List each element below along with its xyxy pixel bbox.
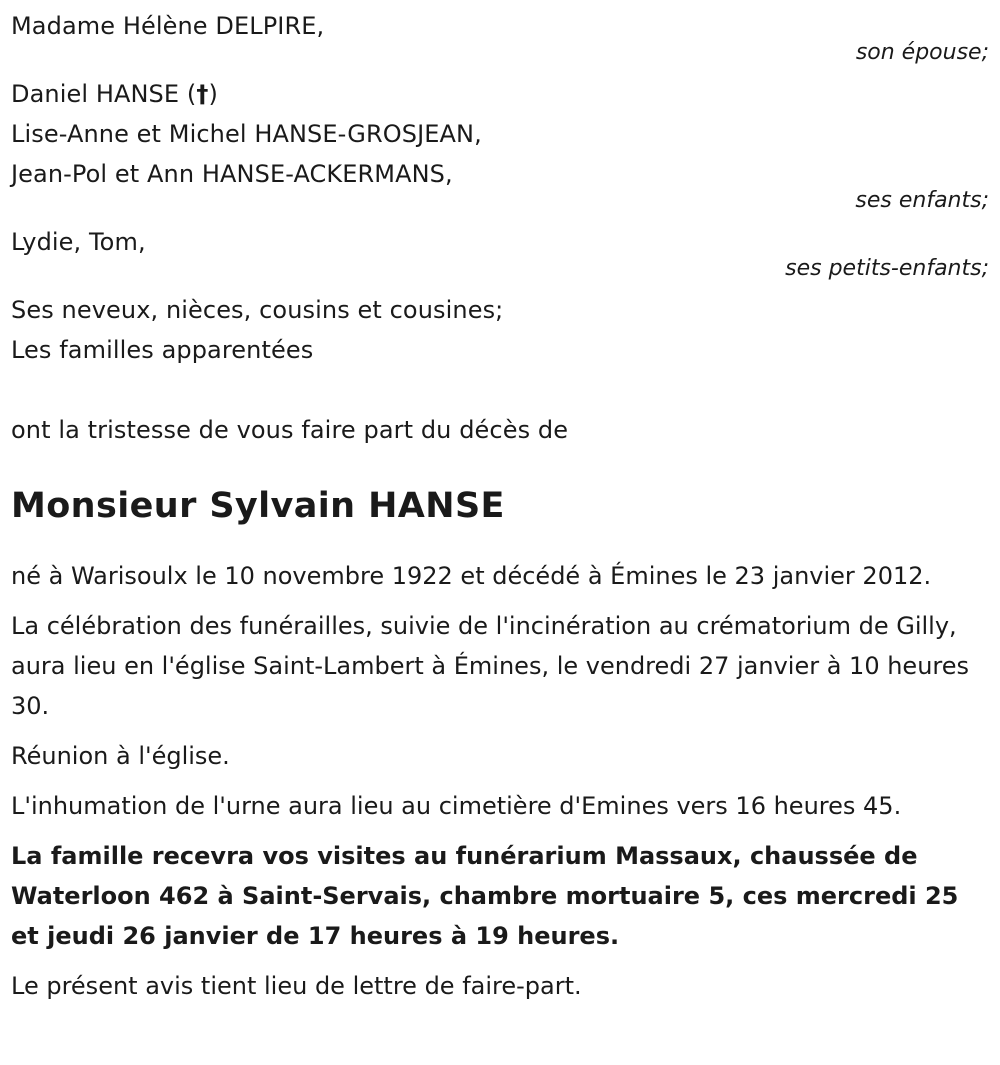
grandchildren-line: Lydie, Tom, [11, 228, 146, 256]
meeting-paragraph: Réunion à l'église. [11, 742, 230, 770]
child-line-2: Lise-Anne et Michel HANSE-GROSJEAN, [11, 120, 482, 148]
ceremony-paragraph: La célébration des funérailles, suivie de l'incinération au crématorium de Gilly, aura lieu en l'église Saint-Lambert à Émines, le vendredi 27 janvier à 10 heures 30. [11, 612, 970, 720]
relatives-line-1: Ses neveux, nièces, cousins et cousines; [11, 296, 504, 324]
notice-paragraph: Le présent avis tient lieu de lettre de faire-part. [11, 972, 582, 1000]
children-role: ses enfants; [855, 188, 989, 213]
deceased-name: Monsieur Sylvain HANSE [11, 486, 505, 526]
cross-icon: † [196, 80, 209, 108]
child-line-3: Jean-Pol et Ann HANSE-ACKERMANS, [11, 160, 453, 188]
relatives-line-2: Les familles apparentées [11, 336, 314, 364]
child-line-1 [11, 74, 989, 114]
announcement-text: ont la tristesse de vous faire part du décès de [11, 416, 569, 444]
spouse-line: Madame Hélène DELPIRE, [11, 12, 325, 40]
birth-death-paragraph: né à Warisoulx le 10 novembre 1922 et décédé à Émines le 23 janvier 2012. [11, 562, 932, 590]
burial-paragraph: L'inhumation de l'urne aura lieu au cimetière d'Emines vers 16 heures 45. [11, 792, 902, 820]
obituary-notice [11, 0, 989, 1006]
visits-paragraph: La famille recevra vos visites au funérarium Massaux, chaussée de Waterloon 462 à Saint-Servais, chambre mortuaire 5, ces mercredi 25 et jeudi 26 janvier de 17 heures à 19 heures. [11, 842, 959, 950]
spouse-role: son épouse; [855, 40, 989, 65]
child-name-1-close: ) [208, 80, 218, 108]
grandchildren-role: ses petits-enfants; [785, 256, 989, 281]
child-name-1: Daniel HANSE ( [11, 80, 197, 108]
